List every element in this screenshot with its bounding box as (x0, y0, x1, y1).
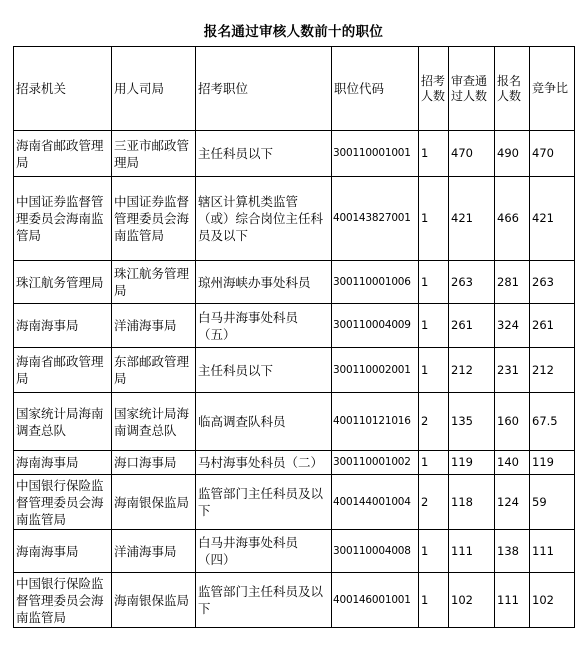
header-cell: 审查通过人数 (449, 47, 495, 131)
table-cell: 231 (495, 348, 530, 393)
table-cell: 国家统计局海南调查总队 (14, 393, 112, 451)
table-row (14, 348, 575, 393)
table-cell: 140 (495, 451, 530, 475)
table-cell: 1 (419, 304, 449, 348)
table-cell: 212 (449, 348, 495, 393)
table-cell: 111 (495, 573, 530, 628)
table-row (14, 261, 575, 304)
table-cell: 海南省邮政管理局 (14, 348, 112, 393)
header-cell: 招考职位 (196, 47, 332, 131)
table-cell: 马村海事处科员（二） (196, 451, 332, 475)
data-table (13, 46, 575, 628)
table-cell: 主任科员以下 (196, 131, 332, 177)
table-cell: 400144001004 (332, 475, 419, 530)
table-cell: 300110001002 (332, 451, 419, 475)
table-cell: 海南海事局 (14, 304, 112, 348)
table-cell: 281 (495, 261, 530, 304)
table-cell: 白马井海事处科员（五） (196, 304, 332, 348)
table-cell: 中国证券监督管理委员会海南监管局 (112, 177, 196, 261)
table-cell: 1 (419, 261, 449, 304)
table-cell: 洋浦海事局 (112, 304, 196, 348)
table-cell: 119 (530, 451, 575, 475)
table-cell: 中国银行保险监督管理委员会海南监管局 (14, 573, 112, 628)
table-cell: 400143827001 (332, 177, 419, 261)
table-cell: 400110121016 (332, 393, 419, 451)
table-cell: 111 (449, 530, 495, 573)
table-cell: 中国证券监督管理委员会海南监管局 (14, 177, 112, 261)
table-row (14, 573, 575, 628)
table-cell: 2 (419, 393, 449, 451)
table-cell: 160 (495, 393, 530, 451)
table-cell: 洋浦海事局 (112, 530, 196, 573)
table-cell: 261 (449, 304, 495, 348)
table-cell: 海南省邮政管理局 (14, 131, 112, 177)
table-cell: 1 (419, 131, 449, 177)
table-cell: 138 (495, 530, 530, 573)
table-cell: 470 (449, 131, 495, 177)
table-cell: 辖区计算机类监管（或）综合岗位主任科员及以下 (196, 177, 332, 261)
table-cell: 59 (530, 475, 575, 530)
table-cell: 400146001001 (332, 573, 419, 628)
table-cell: 白马井海事处科员（四） (196, 530, 332, 573)
table-row (14, 451, 575, 475)
table-cell: 263 (449, 261, 495, 304)
table-cell: 2 (419, 475, 449, 530)
table-row (14, 475, 575, 530)
table-cell: 珠江航务管理局 (14, 261, 112, 304)
table-cell: 1 (419, 530, 449, 573)
header-cell: 竞争比 (530, 47, 575, 131)
table-cell: 1 (419, 451, 449, 475)
table-cell: 124 (495, 475, 530, 530)
table-cell: 三亚市邮政管理局 (112, 131, 196, 177)
table-row (14, 177, 575, 261)
table-row (14, 393, 575, 451)
table-cell: 470 (530, 131, 575, 177)
table-cell: 1 (419, 573, 449, 628)
header-cell: 用人司局 (112, 47, 196, 131)
table-cell: 102 (530, 573, 575, 628)
table-cell: 1 (419, 348, 449, 393)
table-cell: 海南银保监局 (112, 475, 196, 530)
table-cell: 300110001006 (332, 261, 419, 304)
header-cell: 报名人数 (495, 47, 530, 131)
table-cell: 111 (530, 530, 575, 573)
table-cell: 67.5 (530, 393, 575, 451)
table-cell: 海南海事局 (14, 451, 112, 475)
table-row (14, 530, 575, 573)
header-cell: 职位代码 (332, 47, 419, 131)
table-cell: 监管部门主任科员及以下 (196, 475, 332, 530)
table-cell: 490 (495, 131, 530, 177)
table-cell: 海南银保监局 (112, 573, 196, 628)
table-cell: 119 (449, 451, 495, 475)
header-row (14, 47, 575, 131)
table-cell: 临高调查队科员 (196, 393, 332, 451)
table-cell: 102 (449, 573, 495, 628)
table-cell: 300110004008 (332, 530, 419, 573)
table-cell: 466 (495, 177, 530, 261)
table-cell: 212 (530, 348, 575, 393)
table-cell: 263 (530, 261, 575, 304)
table-cell: 300110002001 (332, 348, 419, 393)
table-title: 报名通过审核人数前十的职位 (203, 24, 384, 40)
table-cell: 421 (530, 177, 575, 261)
table-cell: 海口海事局 (112, 451, 196, 475)
table-cell: 国家统计局海南调查总队 (112, 393, 196, 451)
table-cell: 东部邮政管理局 (112, 348, 196, 393)
table-cell: 324 (495, 304, 530, 348)
header-cell: 招录机关 (14, 47, 112, 131)
table-cell: 118 (449, 475, 495, 530)
header-cell: 招考人数 (419, 47, 449, 131)
table-cell: 300110001001 (332, 131, 419, 177)
table-cell: 主任科员以下 (196, 348, 332, 393)
table-cell: 琼州海峡办事处科员 (196, 261, 332, 304)
table-cell: 珠江航务管理局 (112, 261, 196, 304)
table-cell: 261 (530, 304, 575, 348)
table-cell: 1 (419, 177, 449, 261)
table-cell: 海南海事局 (14, 530, 112, 573)
table-cell: 中国银行保险监督管理委员会海南监管局 (14, 475, 112, 530)
table-row (14, 131, 575, 177)
table-cell: 300110004009 (332, 304, 419, 348)
table-cell: 421 (449, 177, 495, 261)
table-row (14, 304, 575, 348)
table-cell: 135 (449, 393, 495, 451)
table-cell: 监管部门主任科员及以下 (196, 573, 332, 628)
